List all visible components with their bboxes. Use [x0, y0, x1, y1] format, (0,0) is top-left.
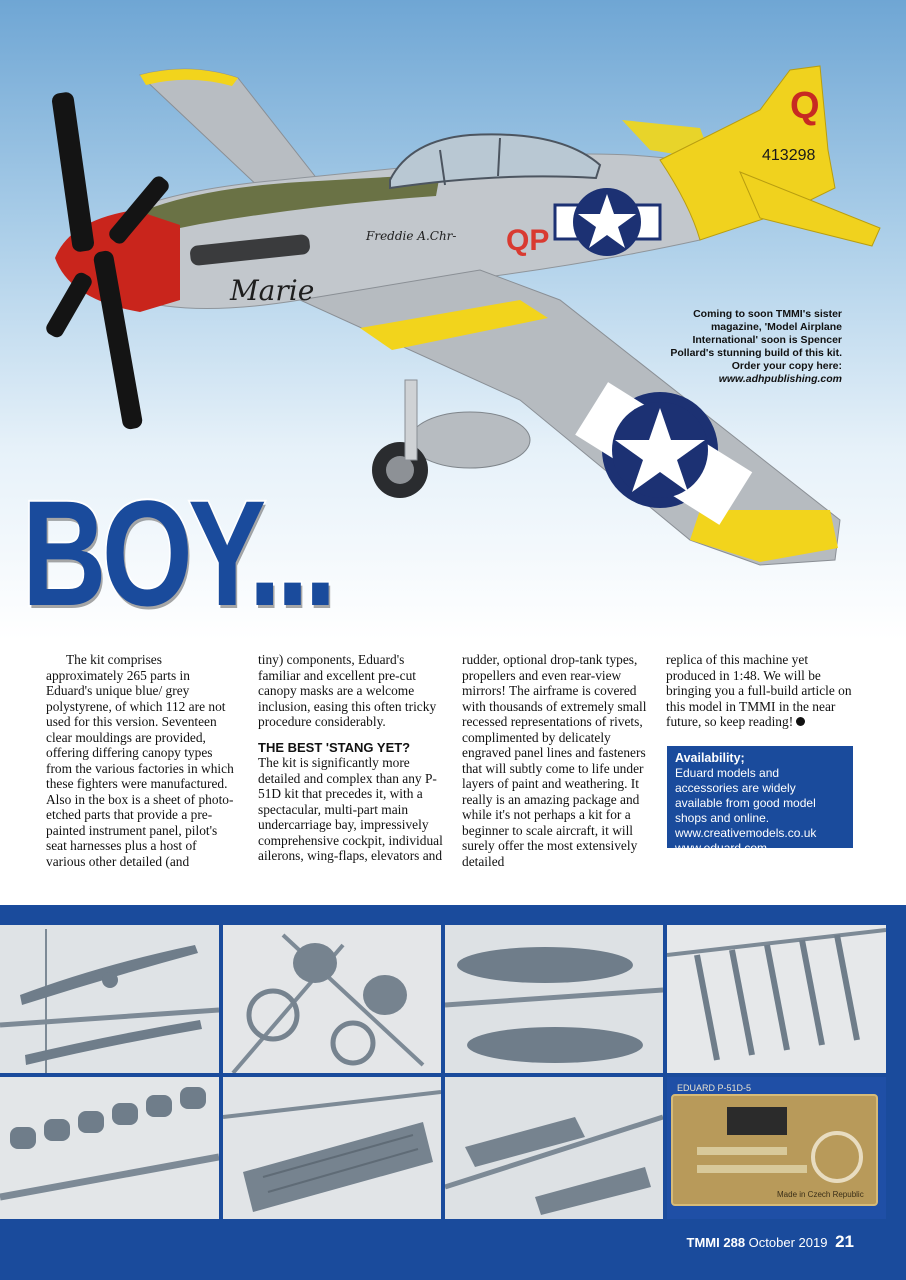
caption-line: Coming to soon TMMI's sister [693, 308, 842, 320]
spinner-sprue-illustration [223, 925, 441, 1073]
sprue-photo-gear-legs [667, 925, 886, 1073]
caption-line: Pollard's stunning build of this kit. [670, 347, 842, 359]
body-paragraph: replica of this machine yet produced in 1:48. We will be bringing you a full-build article on this model in TMMI in the near future, so keep reading! [666, 652, 852, 729]
photoetch-label: EDUARD P-51D-5 [677, 1083, 752, 1093]
cockpit-script: Freddie A.Chr- [366, 229, 457, 243]
panel-sprue-illustration [223, 1077, 441, 1219]
sprue-photo-propellers [0, 925, 219, 1073]
body-paragraph: The kit comprises approximately 265 parts in Eduard's unique blue/ grey polystyrene, of which 112 are not used for this version. Seventeen clear mouldings are provided, offering differing canopy types from the various factories in which these fighters were manufactured. Also in the box is a sheet of photo-etched parts that provide a pre-painted instrument panel, pilot's seat harnesses plus a host of various other detailed (and [46, 652, 234, 869]
tail-number: 413298 [762, 147, 816, 164]
body-column-4 [666, 652, 854, 730]
photo-etch-illustration [667, 1077, 886, 1219]
page-number: 21 [835, 1232, 854, 1251]
photoetch-label: Made in Czech Republic [777, 1190, 864, 1199]
sprue-photo-exhausts [0, 1077, 219, 1219]
droptank-sprue-illustration [445, 925, 663, 1073]
sprue-photo-fuselage-parts [445, 1077, 663, 1219]
exhaust-sprue-illustration [0, 1077, 219, 1219]
availability-text: Eduard models and accessories are widely available from good model shops and online. [675, 766, 816, 825]
footer-magazine: TMMI 288 [686, 1235, 746, 1250]
fuselage-code: QP [506, 224, 550, 257]
photo-caption [660, 308, 842, 386]
section-subhead: THE BEST 'STANG YET? [258, 739, 411, 755]
caption-line: Order your copy here: [731, 360, 842, 372]
availability-box [667, 746, 853, 855]
body-paragraph: tiny) components, Eduard's familiar and excellent pre-cut canopy masks are a welcome inclusion, easing this often tricky procedure considerably. [258, 652, 437, 729]
availability-link[interactable]: www.eduard.com [675, 841, 768, 855]
sprue-photo-panels [223, 1077, 441, 1219]
end-bullet-icon [796, 717, 805, 726]
gear-leg-sprue-illustration [667, 925, 886, 1073]
photo-etch-fret [667, 1077, 886, 1219]
body-paragraph: The kit is significantly more detailed and complex than any P-51D kit that precedes it, with a spectacular, multi-part main undercarriage bay, impressively comprehensive cockpit, individual ailerons, wing-flaps, elevators and [258, 755, 443, 863]
photo-band [0, 905, 906, 1280]
footer-date: October 2019 [748, 1235, 828, 1250]
headline: BOY... [22, 469, 333, 637]
availability-link[interactable]: www.creativemodels.co.uk [675, 826, 817, 840]
tail-letter: Q [790, 85, 820, 127]
nose-art: Marie [230, 274, 315, 307]
body-column-1 [46, 652, 234, 869]
body-paragraph: rudder, optional drop-tank types, propellers and even rear-view mirrors! The airframe is covered with thousands of extremely small recessed representations of rivets, complimented by delicately engraved panel lines and fasteners that will subtly come to life under layers of paint and weathering. It really is an amazing package and while it's not perhaps a kit for a beginner to scale aircraft, it will surely offer the most extensively detailed [462, 652, 647, 869]
body-column-2 [258, 652, 446, 864]
availability-heading: Availability; [675, 751, 745, 765]
body-column-3 [462, 652, 650, 869]
page-footer [687, 1232, 854, 1252]
sprue-photo-spinners [223, 925, 441, 1073]
caption-line: magazine, 'Model Airplane [710, 321, 842, 333]
caption-line: International' soon is Spencer [692, 334, 842, 346]
fuselage-sprue-illustration [445, 1077, 663, 1219]
propeller-sprue-illustration [0, 925, 219, 1073]
sprue-photo-droptanks [445, 925, 663, 1073]
caption-url[interactable]: www.adhpublishing.com [718, 373, 842, 385]
